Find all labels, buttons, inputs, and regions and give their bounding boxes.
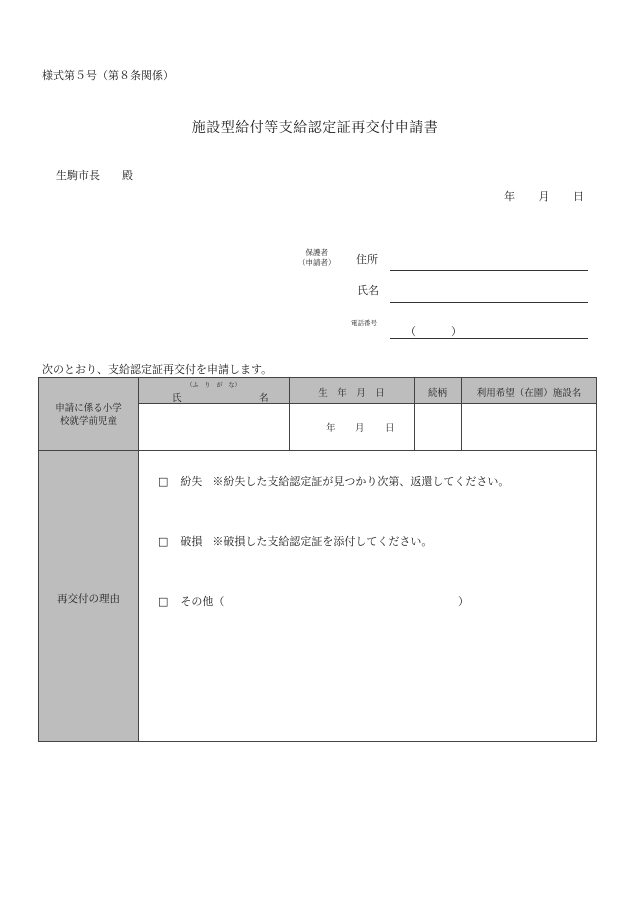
guardian-label — [298, 248, 336, 268]
addressee-honorific: 殿 — [122, 169, 133, 182]
reason-damaged-note: ※破損した支給認定証を添付してください。 — [212, 535, 433, 548]
reason-lost[interactable] — [158, 473, 509, 489]
reason-other-label: その他（ — [180, 595, 225, 608]
child-row-label-line1: 申請に係る小学 — [55, 403, 122, 414]
name-header-2: 名 — [259, 393, 269, 404]
date-year-label: 年 — [504, 190, 515, 203]
checkbox-icon[interactable]: □ — [158, 595, 169, 608]
name-label: 氏名 — [357, 284, 379, 297]
address-field[interactable] — [390, 270, 588, 271]
guardian-label-line2: （申請者） — [298, 258, 336, 267]
date-month-label: 月 — [538, 190, 550, 203]
addressee-name: 生駒市長 — [56, 169, 100, 182]
facility-field[interactable] — [462, 404, 596, 450]
child-row-label-line2: 校就学前児童 — [59, 416, 117, 427]
reason-other[interactable] — [158, 593, 224, 609]
phone-area-open: （ — [405, 325, 416, 338]
reason-damaged[interactable] — [158, 533, 432, 549]
intro-text: 次のとおり、支給認定証再交付を申請します。 — [42, 363, 273, 376]
phone-label: 電話番号 — [351, 319, 377, 327]
application-date — [504, 188, 584, 204]
reason-damaged-label: 破損 — [180, 535, 203, 548]
birthdate-header: 生 年 月 日 — [318, 388, 385, 399]
relation-header: 続柄 — [427, 388, 447, 399]
table-divider — [38, 450, 597, 451]
child-name-field[interactable] — [139, 404, 289, 450]
relation-field[interactable] — [415, 404, 461, 450]
name-field[interactable] — [390, 302, 588, 303]
facility-header: 利用希望（在園）施設名 — [476, 388, 582, 399]
reason-label: 再交付の理由 — [57, 593, 120, 605]
form-number: 様式第５号（第８条関係） — [42, 69, 174, 82]
date-day-label: 日 — [573, 190, 584, 203]
checkbox-icon[interactable]: □ — [158, 475, 169, 488]
document-title: 施設型給付等支給認定証再交付申請書 — [191, 120, 439, 136]
phone-area-close: ） — [451, 325, 462, 338]
reason-lost-label: 紛失 — [180, 475, 203, 488]
reason-lost-note: ※紛失した支給認定証が見つかり次第、返還してください。 — [212, 475, 510, 488]
address-label: 住所 — [356, 253, 378, 266]
birth-month-label: 月 — [355, 423, 365, 434]
name-header-1: 氏 — [172, 393, 182, 404]
reason-other-close: ） — [458, 595, 469, 608]
guardian-label-line1: 保護者 — [305, 248, 328, 257]
addressee — [56, 167, 133, 183]
checkbox-icon[interactable]: □ — [158, 535, 169, 548]
child-row-label — [39, 402, 138, 428]
birth-year-label: 年 — [326, 423, 336, 434]
furigana-label: （ふ り が な） — [186, 382, 241, 389]
birth-day-label: 日 — [385, 423, 395, 434]
phone-field[interactable] — [390, 338, 588, 339]
